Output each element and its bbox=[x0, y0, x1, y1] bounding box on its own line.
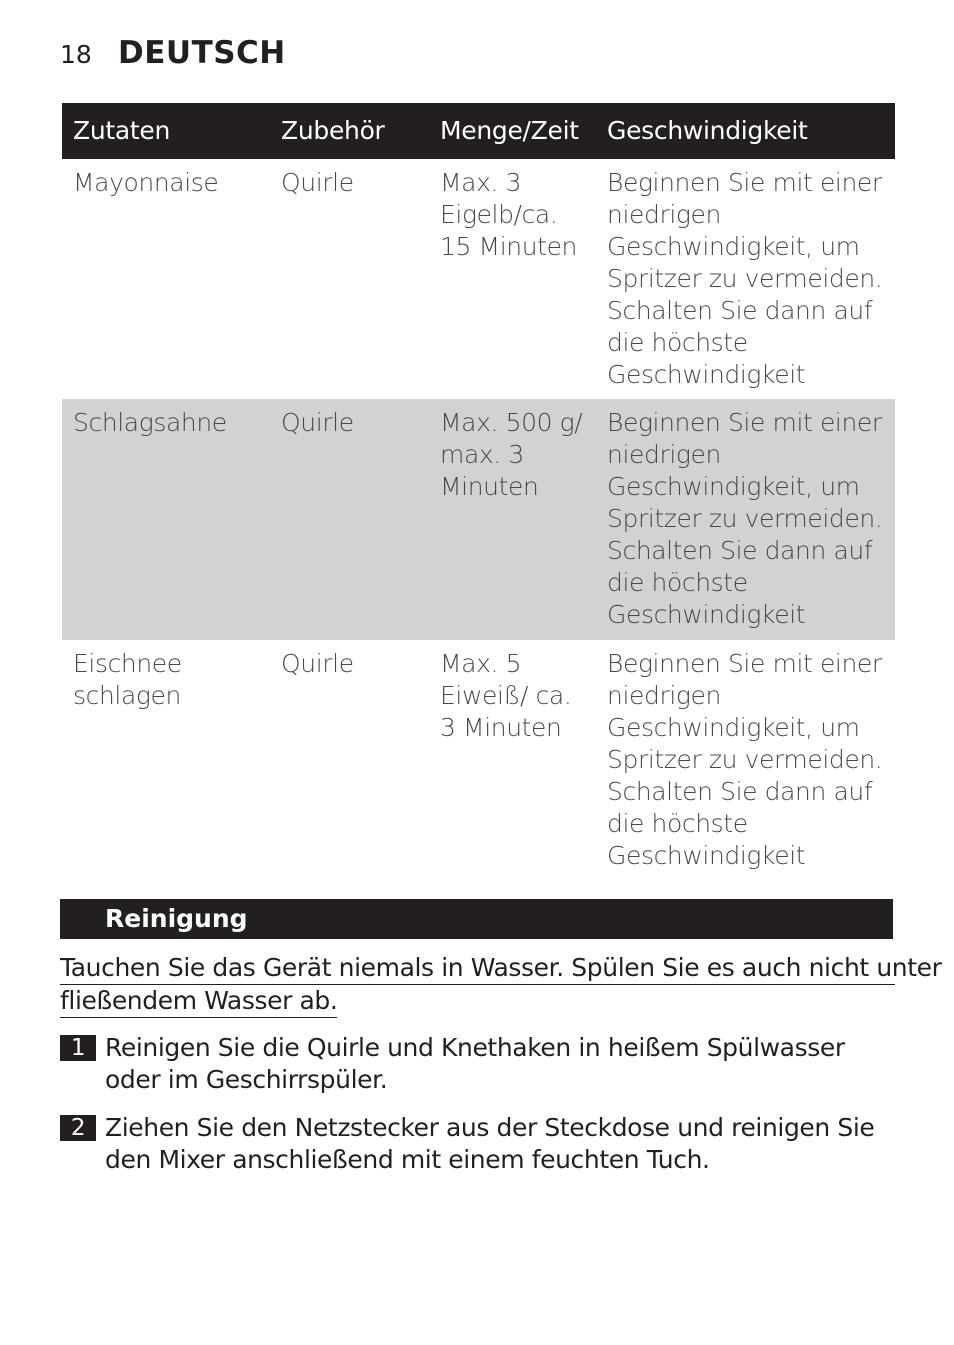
cell-accessory: Quirle bbox=[281, 649, 354, 678]
warning-line: fließendem Wasser ab. bbox=[60, 985, 337, 1018]
table-row bbox=[62, 640, 895, 881]
step-number-badge: 1 bbox=[60, 1035, 96, 1061]
section-title: Reinigung bbox=[105, 904, 248, 933]
column-header-ingredients: Zutaten bbox=[62, 103, 270, 159]
page-number: 18 bbox=[60, 40, 92, 69]
cell-ingredient: Eischnee schlagen bbox=[73, 649, 182, 710]
warning-line: Tauchen Sie das Gerät niemals in Wasser. Spülen Sie es auch nicht unter bbox=[60, 952, 895, 985]
table-row bbox=[62, 399, 895, 640]
cell-ingredient: Mayonnaise bbox=[73, 168, 219, 197]
cell-speed: Beginnen Sie mit einer niedrigen Geschwindigkeit, um Spritzer zu vermeiden. Schalten Sie dann auf die höchste Geschwindigkeit bbox=[596, 399, 895, 640]
cell-speed: Beginnen Sie mit einer niedrigen Geschwindigkeit, um Spritzer zu vermeiden. Schalten Sie dann auf die höchste Geschwindigkeit bbox=[607, 168, 883, 389]
cell-amount: Max. 500 g/ max. 3 Minuten bbox=[429, 399, 596, 640]
warning-text bbox=[60, 952, 942, 1018]
step-text: Ziehen Sie den Netzstecker aus der Steckdose und reinigen Sie den Mixer anschließend mit einem feuchten Tuch. bbox=[105, 1113, 875, 1174]
table-header-row bbox=[62, 103, 895, 159]
cell-amount: Max. 3 Eigelb/ca. 15 Minuten bbox=[440, 168, 577, 261]
cell-amount: Max. 5 Eiweiß/ ca. 3 Minuten bbox=[440, 649, 572, 742]
cell-speed: Beginnen Sie mit einer niedrigen Geschwindigkeit, um Spritzer zu vermeiden. Schalten Sie dann auf die höchste Geschwindigkeit bbox=[607, 649, 883, 870]
column-header-speed: Geschwindigkeit bbox=[596, 103, 895, 159]
cell-accessory: Quirle bbox=[270, 399, 429, 640]
cell-ingredient: Schlagsahne bbox=[62, 399, 270, 640]
cell-accessory: Quirle bbox=[281, 168, 354, 197]
step-number-badge: 2 bbox=[60, 1115, 96, 1141]
step-text: Reinigen Sie die Quirle und Knethaken in heißem Spülwasser oder im Geschirrspüler. bbox=[105, 1033, 845, 1094]
recipe-table bbox=[62, 103, 895, 881]
table-row bbox=[62, 159, 895, 399]
page-language-heading: DEUTSCH bbox=[118, 35, 286, 71]
column-header-amount-time: Menge/Zeit bbox=[429, 103, 596, 159]
section-header-bar bbox=[60, 899, 893, 939]
column-header-accessory: Zubehör bbox=[270, 103, 429, 159]
